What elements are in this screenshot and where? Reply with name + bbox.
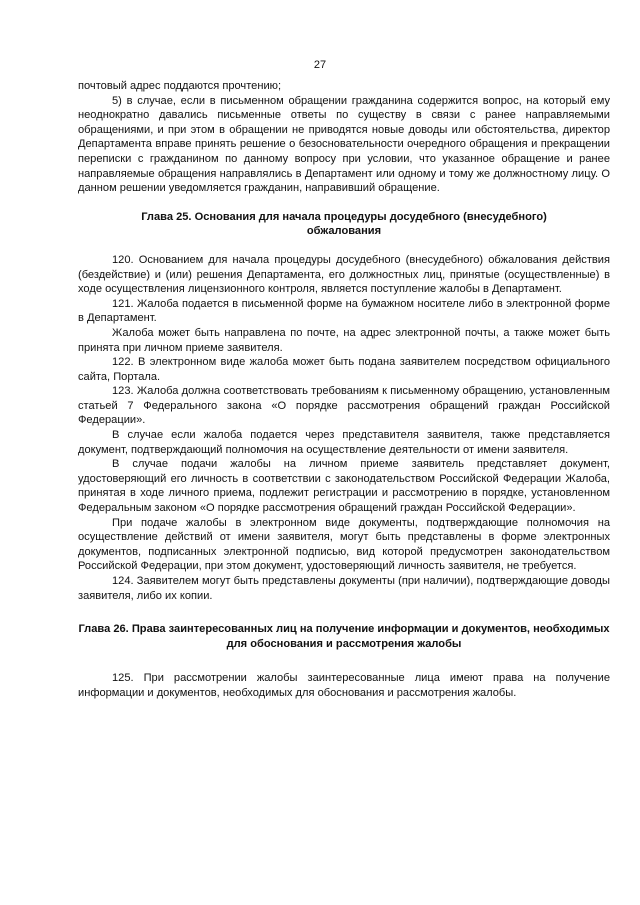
chapter-26-heading: Глава 26. Права заинтересованных лиц на получение информации и документов, необходимых для обоснования и рассмотрения жалобы [78, 623, 610, 650]
paragraph-121-mail: Жалоба может быть направлена по почте, на адрес электронной почты, а также может быть принята при личном приеме заявителя. [78, 326, 610, 354]
document-body [78, 79, 610, 701]
paragraph-125: 125. При рассмотрении жалобы заинтересованные лица имеют права на получение информации и документов, необходимых для обоснования и рассмотрения жалобы. [78, 672, 610, 699]
paragraph-123-representative: В случае если жалоба подается через представителя заявителя, также представляется документ, подтверждающий полномочия на осуществление деятельности от имени заявителя. [78, 429, 610, 456]
page-number: 27 [313, 59, 327, 71]
chapter-25-heading: Глава 25. Основания для начала процедуры досудебного (внесудебного) обжалования [141, 210, 547, 238]
paragraph-123-personal-reception: В случае подачи жалобы на личном приеме заявитель представляет документ, удостоверяющий его личность в соответствии с законодательством Российской Федерации Жалоба, принятая в ходе личного приема, подлежит регистрации и рассмотрению в порядке, установленном Федеральным законом «О порядке рассмотрения обращений граждан Российской Федерации». [78, 458, 610, 515]
paragraph-124: 124. Заявителем могут быть представлены документы (при наличии), подтверждающие доводы заявителя, либо их копии. [78, 575, 610, 602]
paragraph-top-2: 5) в случае, если в письменном обращении гражданина содержится вопрос, на который ему неоднократно давались письменные ответы по существу в связи с ранее направляемыми обращениями, и при этом в обращении не приводятся новые доводы или обстоятельства, директор Департамента вправе принять решение о безосновательности очередного обращения и прекращении переписки с гражданином по данному вопросу при условии, что указанное обращение и ранее направляемые обращения направлялись в Департамент или одному и тому же должностному лицу. О данном решении уведомляется гражданин, направивший обращение. [78, 94, 610, 195]
paragraph-122: 122. В электронном виде жалоба может быть подана заявителем посредством официального сайта, Портала. [78, 356, 610, 383]
paragraph-123: 123. Жалоба должна соответствовать требованиям к письменному обращению, установленным статьей 7 Федерального закона «О порядке рассмотрения обращений граждан Российской Федерации». [78, 385, 610, 427]
paragraph-121: 121. Жалоба подается в письменной форме на бумажном носителе либо в электронной форме в Департамент. [78, 297, 610, 325]
paragraph-123-electronic: При подаче жалобы в электронном виде документы, подтверждающие полномочия на осуществление действий от имени заявителя, могут быть представлены в форме электронных документов, подписанных электронной подписью, вид которой предусмотрен законодательством Российской Федерации, при этом документ, удостоверяющий личность заявителя, не требуется. [78, 516, 610, 573]
paragraph-120: 120. Основанием для начала процедуры досудебного (внесудебного) обжалования действия (бездействие) и (или) решения Департамента, его должностных лиц, принятые (осуществленные) в ходе осуществления лицензионного контроля, является поступление жалобы в Департамент. [78, 253, 610, 296]
paragraph-top-1: почтовый адрес поддаются прочтению; [78, 80, 282, 92]
